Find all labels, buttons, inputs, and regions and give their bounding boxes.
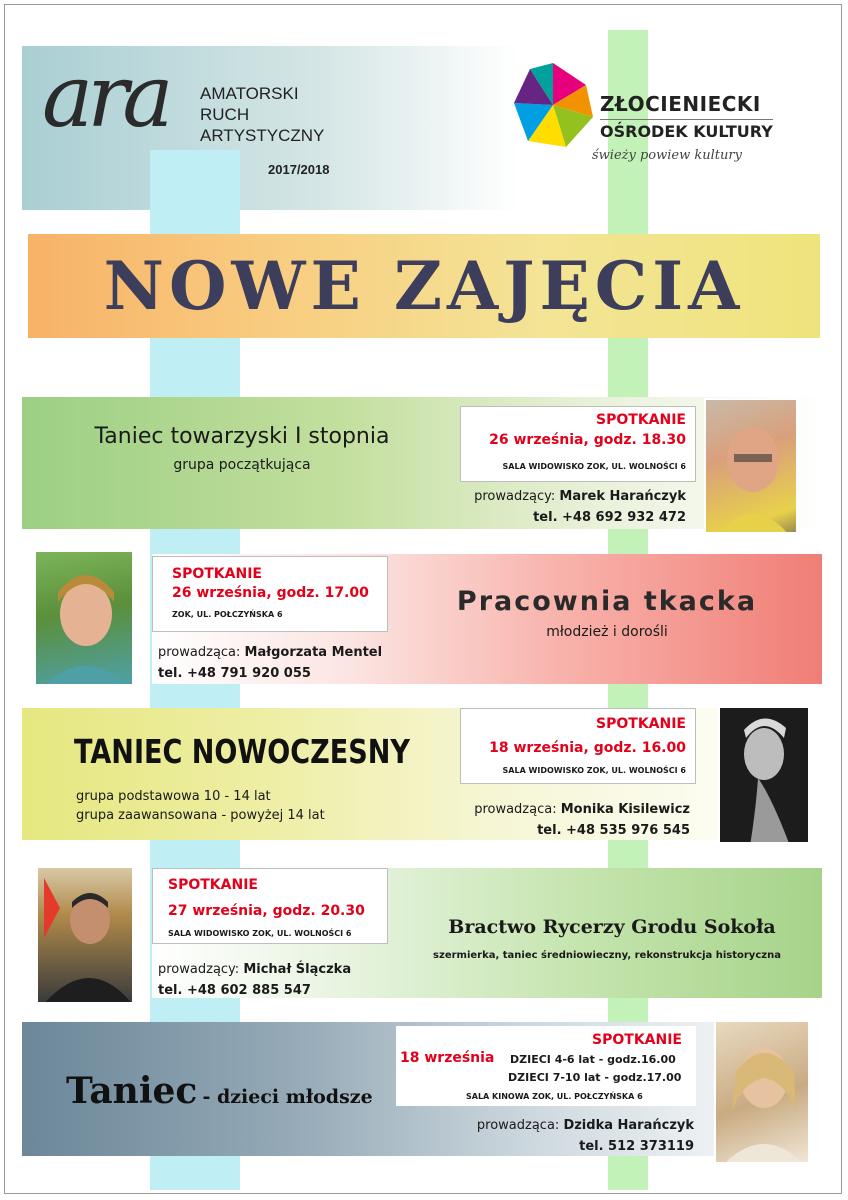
class-3-place: SALA WIDOWISKO ZOK, UL. WOLNOŚCI 6: [502, 766, 686, 775]
class-1-leader-label: prowadzący:: [474, 489, 556, 504]
class-1-meeting-label: SPOTKANIE: [596, 412, 686, 428]
class-1-title: Taniec towarzyski I stopnia: [94, 424, 390, 449]
class-4-meeting-label: SPOTKANIE: [168, 877, 258, 893]
class-3-leader-photo: [718, 706, 810, 844]
class-5-phone: tel. 512 373119: [579, 1139, 694, 1154]
class-5-date: 18 września: [400, 1050, 495, 1066]
class-1-place: SALA WIDOWISKO ZOK, UL. WOLNOŚCI 6: [502, 462, 686, 471]
season-label: 2017/2018: [268, 162, 330, 177]
man-portrait-icon: [706, 400, 798, 534]
class-1-date: 26 września, godz. 18.30: [489, 432, 686, 448]
class-5-title-main: Taniec: [66, 1070, 198, 1112]
class-3-subtitle-2: grupa zaawansowana - powyżej 14 lat: [76, 808, 325, 823]
class-4-date: 27 września, godz. 20.30: [168, 903, 365, 919]
banner-title: NOWE ZAJĘCIA: [103, 247, 745, 325]
class-4-place: SALA WIDOWISKO ZOK, UL. WOLNOŚCI 6: [168, 929, 352, 938]
class-1-leader-photo: [704, 398, 798, 534]
class-3-title: TANIEC NOWOCZESNY: [74, 732, 410, 771]
class-5-leader: [430, 1118, 694, 1133]
ara-text-line2: RUCH: [200, 105, 250, 124]
class-2-leader-name: Małgorzata Mentel: [244, 645, 383, 660]
class-2-meeting-label: SPOTKANIE: [172, 566, 262, 582]
class-2-subtitle: młodzież i dorośli: [546, 624, 668, 640]
woman-portrait-icon: [36, 552, 134, 686]
class-3-leader-label: prowadząca:: [474, 802, 557, 817]
class-1-leader: [430, 489, 686, 504]
ara-text-line1: AMATORSKI: [200, 84, 299, 103]
class-5-time-1: DZIECI 4-6 lat - godz.16.00: [510, 1053, 676, 1066]
class-5-meeting-label: SPOTKANIE: [592, 1032, 682, 1048]
class-5-title: [66, 1070, 373, 1112]
class-3-subtitle-1: grupa podstawowa 10 - 14 lat: [76, 789, 271, 804]
class-1-phone: tel. +48 692 932 472: [533, 510, 686, 525]
man-in-jacket-portrait-icon: [38, 868, 134, 1004]
class-2-place: ZOK, UL. POŁCZYŃSKA 6: [172, 610, 283, 619]
woman-portrait-icon: [716, 1022, 810, 1164]
zok-tagline: świeży powiew kultury: [592, 148, 742, 163]
ara-text-line3: ARTYSTYCZNY: [200, 126, 325, 145]
pinwheel-logo-icon: [508, 55, 598, 155]
zok-name-line1: ZŁOCIENIECKI: [600, 92, 761, 116]
class-5-leader-name: Dzidka Harańczyk: [563, 1118, 694, 1133]
class-2-title: Pracownia tkacka: [456, 586, 758, 617]
class-5-time-2: DZIECI 7-10 lat - godz.17.00: [508, 1071, 682, 1084]
class-2-leader: [158, 645, 382, 660]
class-2-date: 26 września, godz. 17.00: [172, 585, 369, 601]
class-3-phone: tel. +48 535 976 545: [537, 823, 690, 838]
class-5-leader-label: prowadząca:: [476, 1118, 560, 1133]
class-4-phone: tel. +48 602 885 547: [158, 983, 311, 998]
zok-name-line2: OŚRODEK KULTURY: [600, 119, 773, 141]
class-5-title-suffix: - dzieci młodsze: [202, 1086, 373, 1108]
class-4-leader: [158, 962, 351, 977]
class-5-place: SALA KINOWA ZOK, UL. POŁCZYŃSKA 6: [466, 1092, 643, 1101]
dancer-portrait-icon: [720, 708, 810, 844]
class-2-leader-label: prowadząca:: [158, 645, 241, 660]
class-4-title: Bractwo Rycerzy Grodu Sokoła: [448, 916, 776, 938]
class-3-date: 18 września, godz. 16.00: [489, 740, 686, 756]
class-2-phone: tel. +48 791 920 055: [158, 666, 311, 681]
class-1-subtitle: grupa początkująca: [173, 457, 311, 473]
class-3-leader-name: Monika Kisilewicz: [560, 802, 690, 817]
class-4-leader-photo: [36, 866, 134, 1004]
ara-logo: ara: [42, 47, 168, 147]
class-4-subtitle: szermierka, taniec średniowieczny, rekonstrukcja historyczna: [433, 950, 781, 961]
class-1-leader-name: Marek Harańczyk: [559, 489, 686, 504]
class-4-leader-name: Michał Ślączka: [243, 962, 352, 977]
class-3-leader: [430, 802, 690, 817]
class-3-meeting-label: SPOTKANIE: [596, 716, 686, 732]
class-4-leader-label: prowadzący:: [158, 962, 240, 977]
class-2-leader-photo: [34, 550, 134, 686]
class-5-leader-photo: [714, 1020, 810, 1164]
